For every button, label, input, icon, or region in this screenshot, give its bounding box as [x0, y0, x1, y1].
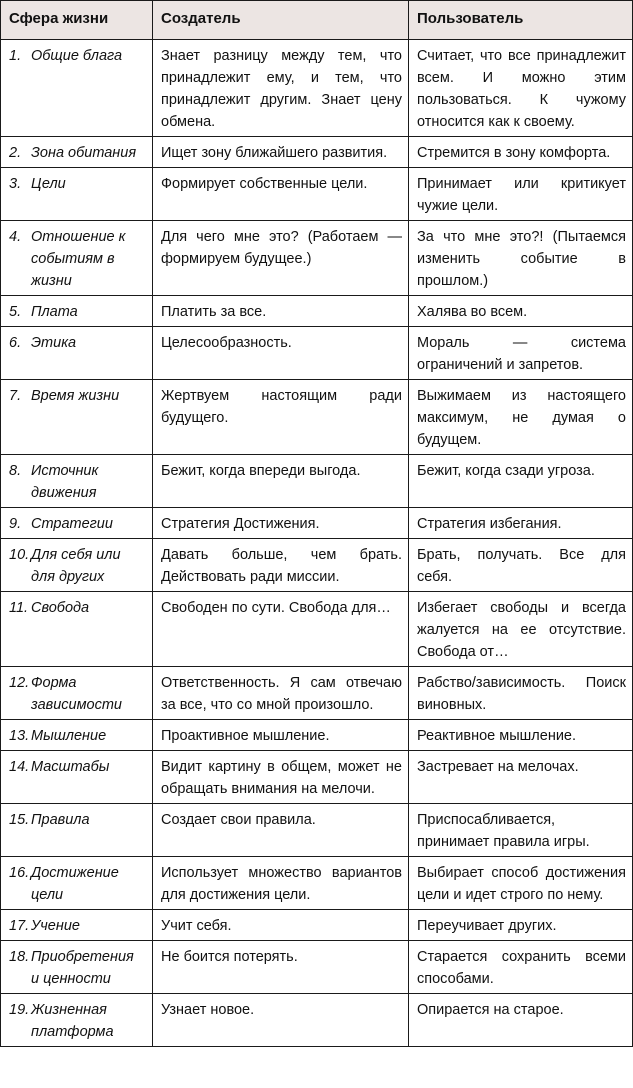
user-cell: Приспосабливается, принимает правила игры.	[409, 804, 633, 857]
header-sphere: Сфера жизни	[1, 1, 153, 40]
table-body	[1, 40, 633, 1047]
row-number: 13.	[9, 728, 30, 744]
sphere-label: Стратегии	[31, 516, 113, 532]
user-cell: Мораль — система ограничений и запретов.	[409, 327, 633, 380]
sphere-label: Форма зависимости	[31, 675, 122, 713]
creator-cell: Использует множество вариантов для достижения цели.	[153, 857, 409, 910]
sphere-label: Общие блага	[31, 48, 123, 64]
user-cell: Брать, получать. Все для себя.	[409, 539, 633, 592]
table-row	[1, 168, 633, 221]
table-row	[1, 910, 633, 941]
table-row	[1, 380, 633, 455]
table-row	[1, 941, 633, 994]
creator-cell: Узнает новое.	[153, 994, 409, 1047]
table-row	[1, 40, 633, 137]
table-row	[1, 720, 633, 751]
creator-cell: Платить за все.	[153, 296, 409, 327]
sphere-label: Время жизни	[31, 388, 120, 404]
creator-cell: Целесообразность.	[153, 327, 409, 380]
user-cell: Опирается на старое.	[409, 994, 633, 1047]
sphere-cell	[1, 994, 153, 1047]
sphere-cell	[1, 40, 153, 137]
row-number: 3.	[9, 176, 22, 192]
header-row	[1, 1, 633, 40]
sphere-cell	[1, 327, 153, 380]
creator-cell: Учит себя.	[153, 910, 409, 941]
creator-cell: Знает разницу между тем, что принадлежит ему, и тем, что принадлежит другим. Знает цену обмена.	[153, 40, 409, 137]
user-cell: Переучивает других.	[409, 910, 633, 941]
row-number: 9.	[9, 516, 22, 532]
sphere-label: Жизненная платформа	[31, 1002, 114, 1040]
creator-cell: Формирует собственные цели.	[153, 168, 409, 221]
creator-cell: Для чего мне это? (Работаем — формируем будущее.)	[153, 221, 409, 296]
sphere-label: Источник движения	[31, 463, 99, 501]
creator-cell: Ответственность. Я сам отвечаю за все, что со мной произошло.	[153, 667, 409, 720]
creator-cell: Бежит, когда впереди выгода.	[153, 455, 409, 508]
table-row	[1, 539, 633, 592]
sphere-cell	[1, 137, 153, 168]
sphere-cell	[1, 910, 153, 941]
row-number: 17.	[9, 918, 30, 934]
creator-cell: Видит картину в общем, может не обращать внимания на мелочи.	[153, 751, 409, 804]
sphere-cell	[1, 857, 153, 910]
user-cell: Рабство/зависимость. Поиск виновных.	[409, 667, 633, 720]
sphere-label: Отношение к событиям в жизни	[31, 229, 126, 289]
sphere-label: Масштабы	[31, 759, 110, 775]
user-cell: Реактивное мышление.	[409, 720, 633, 751]
row-number: 12.	[9, 675, 30, 691]
creator-cell: Создает свои правила.	[153, 804, 409, 857]
sphere-cell	[1, 539, 153, 592]
row-number: 14.	[9, 759, 30, 775]
user-cell: Старается сохранить всеми способами.	[409, 941, 633, 994]
user-cell: Выбирает способ достижения цели и идет строго по нему.	[409, 857, 633, 910]
sphere-label: Этика	[31, 335, 77, 351]
sphere-label: Приобретения и ценности	[31, 949, 134, 987]
table-row	[1, 296, 633, 327]
user-cell: Считает, что все принадлежит всем. И можно этим пользоваться. К чужому относится как к своему.	[409, 40, 633, 137]
row-number: 10.	[9, 547, 30, 563]
table-row	[1, 508, 633, 539]
row-number: 2.	[9, 145, 22, 161]
row-number: 18.	[9, 949, 30, 965]
table-row	[1, 857, 633, 910]
row-number: 6.	[9, 335, 22, 351]
creator-cell: Стратегия Достижения.	[153, 508, 409, 539]
table-row	[1, 994, 633, 1047]
table-row	[1, 804, 633, 857]
sphere-cell	[1, 221, 153, 296]
table-row	[1, 327, 633, 380]
sphere-cell	[1, 508, 153, 539]
sphere-cell	[1, 804, 153, 857]
row-number: 1.	[9, 48, 22, 64]
sphere-label: Цели	[31, 176, 66, 192]
row-number: 7.	[9, 388, 22, 404]
row-number: 16.	[9, 865, 30, 881]
sphere-label: Свобода	[31, 600, 90, 616]
row-number: 8.	[9, 463, 22, 479]
creator-cell: Давать больше, чем брать. Действовать ради миссии.	[153, 539, 409, 592]
creator-cell: Жертвуем настоящим ради будущего.	[153, 380, 409, 455]
table-row	[1, 137, 633, 168]
header-user: Пользователь	[409, 1, 633, 40]
sphere-cell	[1, 941, 153, 994]
user-cell: Халява во всем.	[409, 296, 633, 327]
creator-cell: Проактивное мышление.	[153, 720, 409, 751]
sphere-label: Правила	[31, 812, 90, 828]
user-cell: Бежит, когда сзади угроза.	[409, 455, 633, 508]
creator-cell: Не боится потерять.	[153, 941, 409, 994]
row-number: 5.	[9, 304, 22, 320]
row-number: 4.	[9, 229, 22, 245]
sphere-label: Для себя или для других	[31, 547, 121, 585]
sphere-cell	[1, 592, 153, 667]
sphere-cell	[1, 751, 153, 804]
user-cell: За что мне это?! (Пытаемся изменить событие в прошлом.)	[409, 221, 633, 296]
sphere-label: Мышление	[31, 728, 107, 744]
user-cell: Избегает свободы и всегда жалуется на ее отсутствие. Свобода от…	[409, 592, 633, 667]
table-row	[1, 221, 633, 296]
sphere-cell	[1, 296, 153, 327]
sphere-label: Зона обитания	[31, 145, 137, 161]
sphere-cell	[1, 720, 153, 751]
sphere-label: Достижение цели	[31, 865, 119, 903]
user-cell: Застревает на мелочах.	[409, 751, 633, 804]
table-row	[1, 455, 633, 508]
table-row	[1, 667, 633, 720]
sphere-cell	[1, 380, 153, 455]
row-number: 19.	[9, 1002, 30, 1018]
user-cell: Принимает или критикует чужие цели.	[409, 168, 633, 221]
table-row	[1, 751, 633, 804]
table-row	[1, 592, 633, 667]
creator-cell: Свободен по сути. Свобода для…	[153, 592, 409, 667]
header-creator: Создатель	[153, 1, 409, 40]
sphere-cell	[1, 168, 153, 221]
sphere-cell	[1, 455, 153, 508]
row-number: 11.	[9, 600, 29, 616]
user-cell: Стратегия избегания.	[409, 508, 633, 539]
sphere-label: Учение	[31, 918, 80, 934]
sphere-cell	[1, 667, 153, 720]
user-cell: Стремится в зону комфорта.	[409, 137, 633, 168]
user-cell: Выжимаем из настоящего максимум, не думая о будущем.	[409, 380, 633, 455]
sphere-label: Плата	[31, 304, 78, 320]
row-number: 15.	[9, 812, 30, 828]
creator-cell: Ищет зону ближайшего развития.	[153, 137, 409, 168]
